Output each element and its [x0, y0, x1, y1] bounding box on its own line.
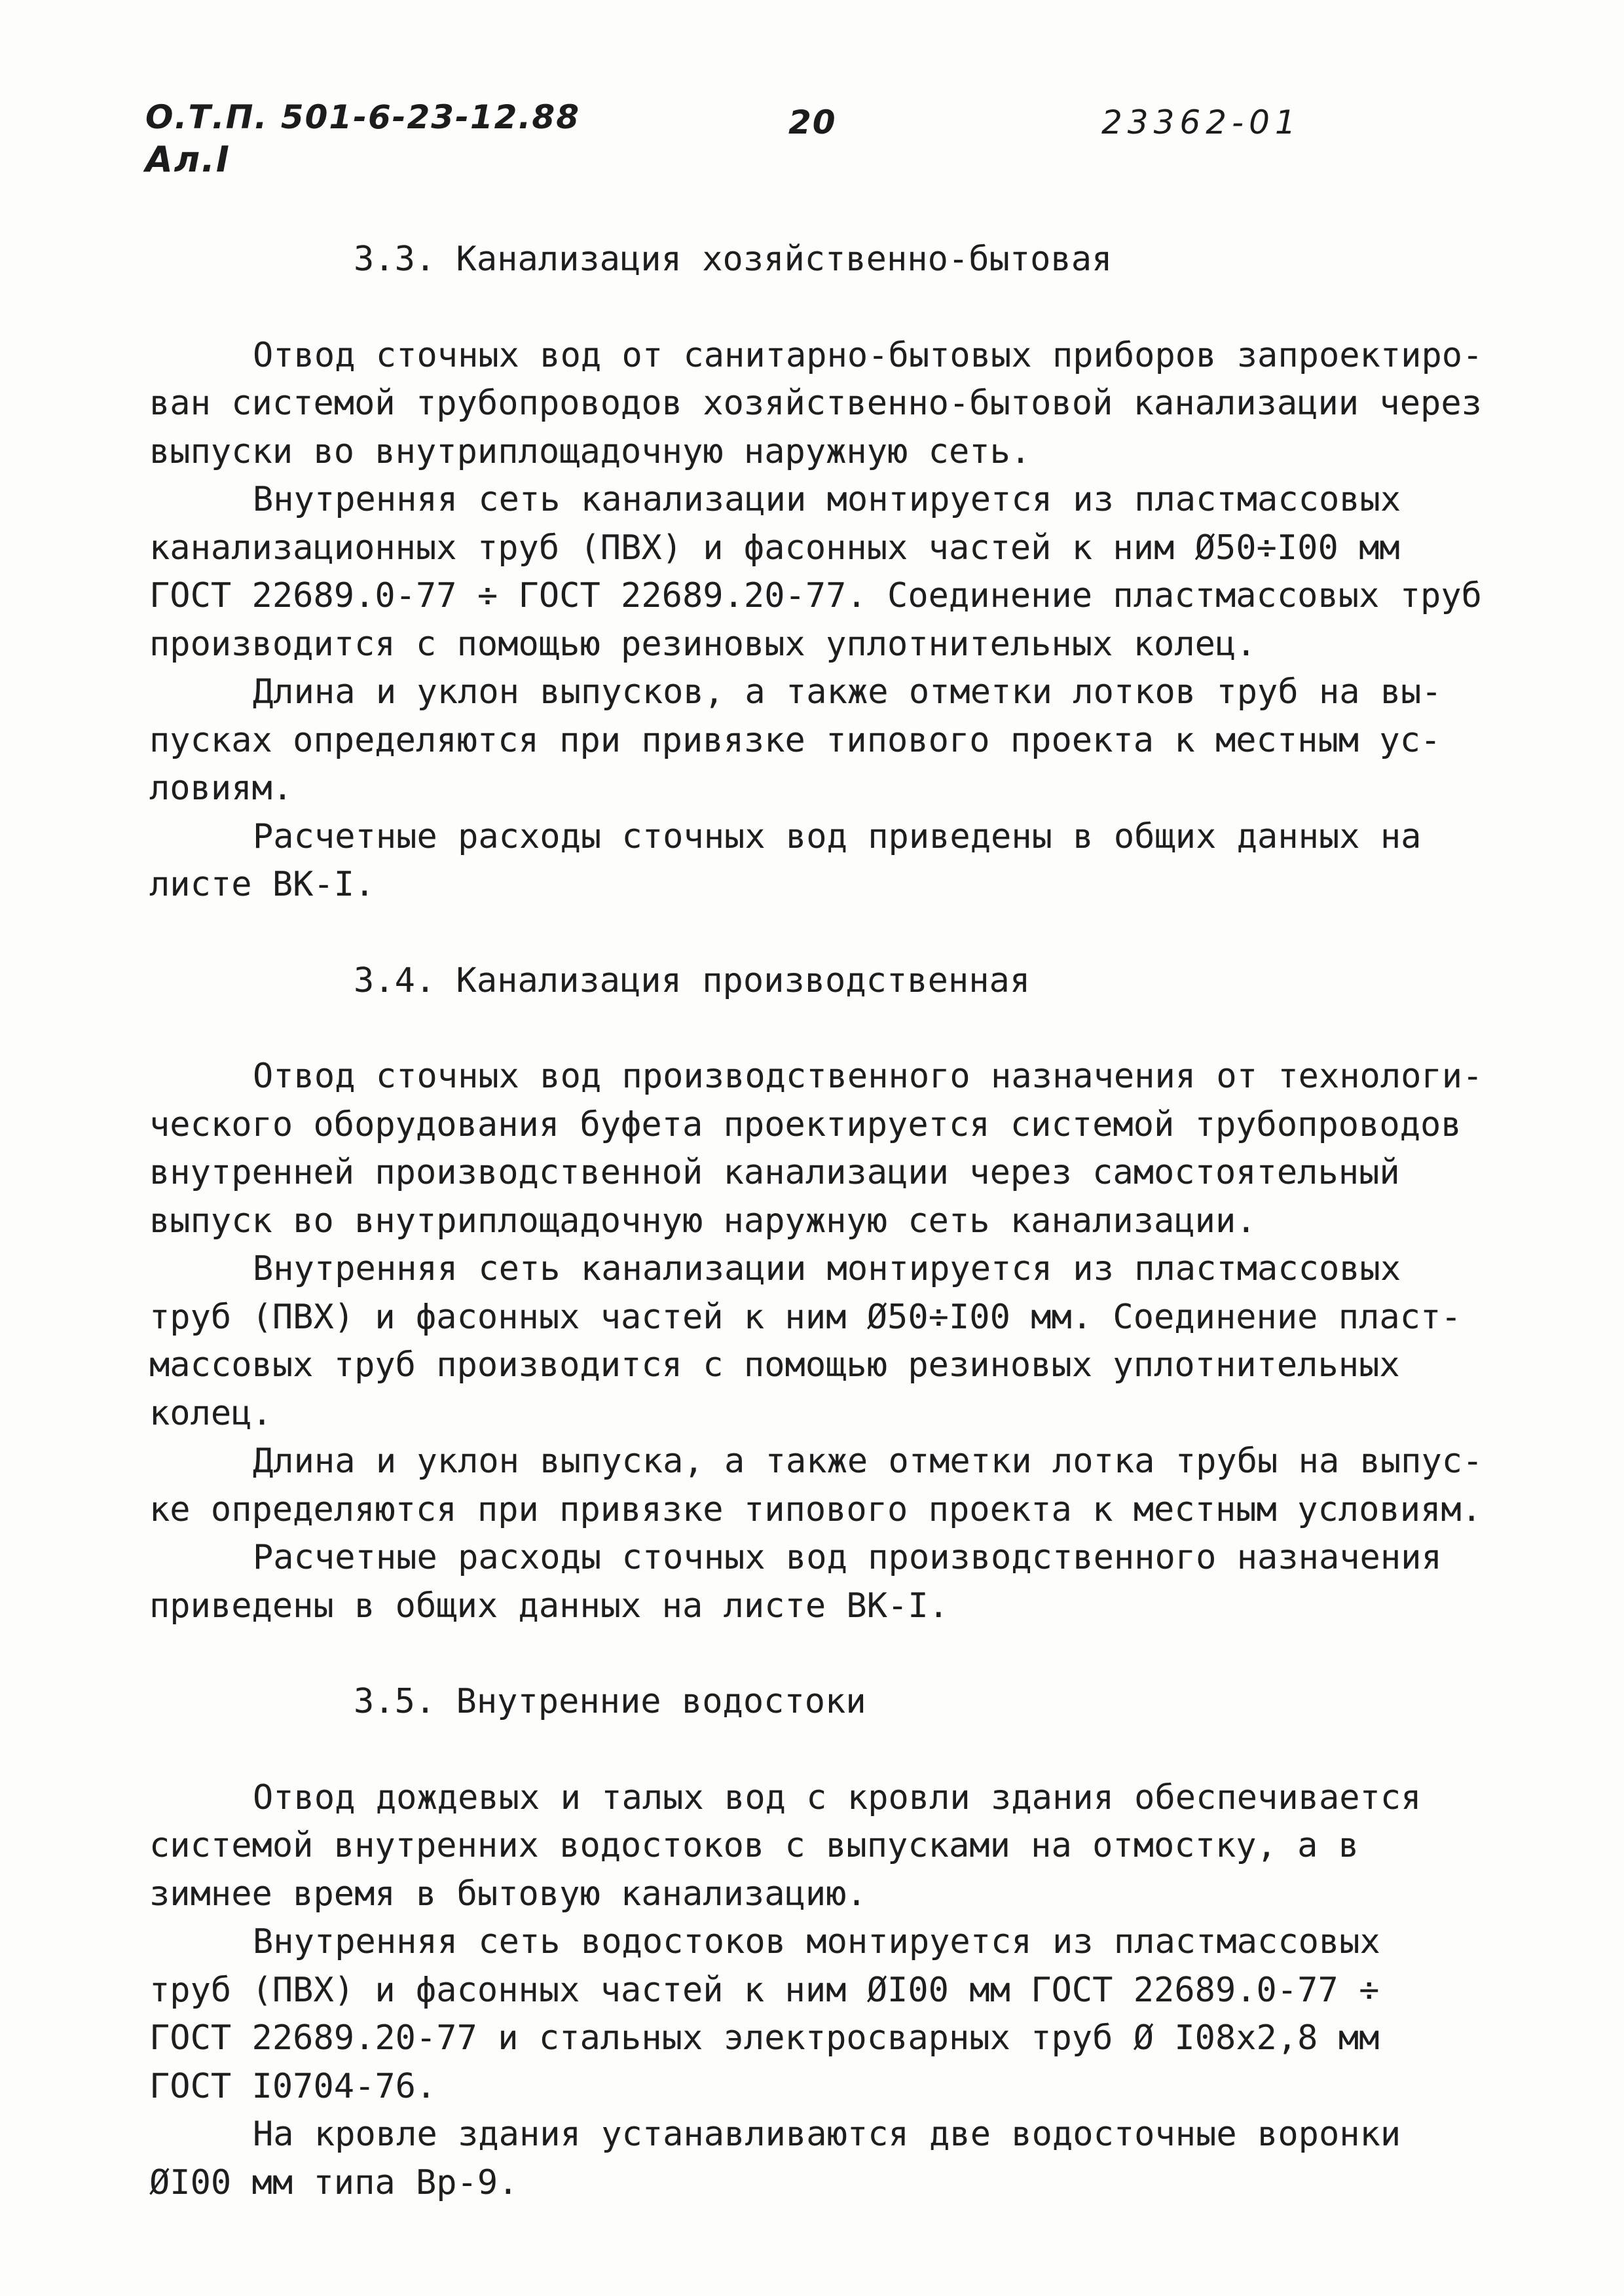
- paragraph: [149, 1774, 1485, 1919]
- text-line: Внутренняя сеть канализации монтируется из пластмассовых: [253, 1249, 1401, 1288]
- text-line: листе ВК-I.: [149, 865, 375, 904]
- page-number: 20: [788, 103, 837, 141]
- text-line: Длина и уклон выпусков, а также отметки лотков труб на вы-: [253, 672, 1442, 712]
- paragraph: [149, 813, 1485, 909]
- inventory-number: 23362-01: [1101, 103, 1301, 141]
- text-line: выпуски во внутриплощадочную наружную сеть.: [149, 431, 1031, 471]
- text-line: приведены в общих данных на листе ВК-I.: [149, 1586, 949, 1626]
- section-heading: 3.3. Канализация хозяйственно-бытовая: [354, 240, 1113, 279]
- text-line: ловиям.: [149, 769, 293, 808]
- text-line: ческого оборудования буфета проектируется системой трубопроводов: [149, 1104, 1462, 1144]
- paragraph: [149, 476, 1485, 668]
- text-line: внутренней производственной канализации через самостоятельный: [149, 1153, 1400, 1192]
- paragraph: [149, 1053, 1485, 1245]
- paragraph: [149, 668, 1485, 813]
- text-line: канализационных труб (ПВХ) и фасонных частей к ним Ø50÷I00 мм: [149, 528, 1400, 568]
- section-heading: 3.4. Канализация производственная: [354, 960, 1031, 1000]
- paragraph: [149, 1918, 1485, 2111]
- text-line: Расчетные расходы сточных вод производственного назначения: [253, 1538, 1442, 1577]
- paragraph: [149, 1534, 1485, 1630]
- document-body: [149, 236, 1485, 2207]
- text-line: системой внутренних водостоков с выпусками на отмостку, а в: [149, 1826, 1359, 1865]
- paragraph: [149, 2111, 1485, 2207]
- section-heading: 3.5. Внутренние водостоки: [354, 1682, 866, 1721]
- text-line: выпуск во внутриплощадочную наружную сеть канализации.: [149, 1201, 1257, 1241]
- text-line: Длина и уклон выпуска, а также отметки лотка трубы на выпус-: [253, 1442, 1483, 1481]
- text-line: На кровле здания устанавливаются две водосточные воронки: [253, 2115, 1401, 2154]
- text-line: Отвод сточных вод от санитарно-бытовых приборов запроектиро-: [253, 335, 1483, 375]
- sheet-label: Ал.I: [145, 139, 231, 180]
- text-line: труб (ПВХ) и фасонных частей к ним ØI00 мм ГОСТ 22689.0-77 ÷: [149, 1970, 1380, 2010]
- text-line: массовых труб производится с помощью резиновых уплотнительных: [149, 1345, 1400, 1385]
- text-line: ГОСТ 22689.20-77 и стальных электросварных труб Ø I08х2,8 мм: [149, 2018, 1380, 2058]
- text-line: ван системой трубопроводов хозяйственно-бытовой канализации через: [149, 384, 1482, 423]
- text-line: Внутренняя сеть канализации монтируется из пластмассовых: [253, 480, 1401, 519]
- paragraph: [149, 1245, 1485, 1438]
- text-line: ке определяются при привязке типового проекта к местным условиям.: [149, 1489, 1482, 1529]
- text-line: колец.: [149, 1393, 272, 1433]
- text-line: Внутренняя сеть водостоков монтируется из пластмассовых: [253, 1922, 1380, 1961]
- text-line: Отвод дождевых и талых вод с кровли здания обеспечивается: [253, 1777, 1422, 1817]
- text-line: пусках определяются при привязке типового проекта к местным ус-: [149, 720, 1441, 760]
- text-line: Отвод сточных вод производственного назначения от технологи-: [253, 1057, 1483, 1096]
- text-line: производится с помощью резиновых уплотнительных колец.: [149, 624, 1257, 664]
- paragraph: [149, 1438, 1485, 1534]
- text-line: труб (ПВХ) и фасонных частей к ним Ø50÷I00 мм. Соединение пласт-: [149, 1297, 1462, 1337]
- text-line: ГОСТ 22689.0-77 ÷ ГОСТ 22689.20-77. Соединение пластмассовых труб: [149, 576, 1482, 615]
- text-line: ГОСТ I0704-76.: [149, 2066, 437, 2106]
- text-line: зимнее время в бытовую канализацию.: [149, 1874, 867, 1914]
- document-code: О.Т.П. 501-6-23-12.88: [145, 98, 580, 136]
- text-line: Расчетные расходы сточных вод приведены в общих данных на: [253, 816, 1422, 856]
- text-line: ØI00 мм типа Вр-9.: [149, 2162, 519, 2202]
- paragraph: [149, 332, 1485, 477]
